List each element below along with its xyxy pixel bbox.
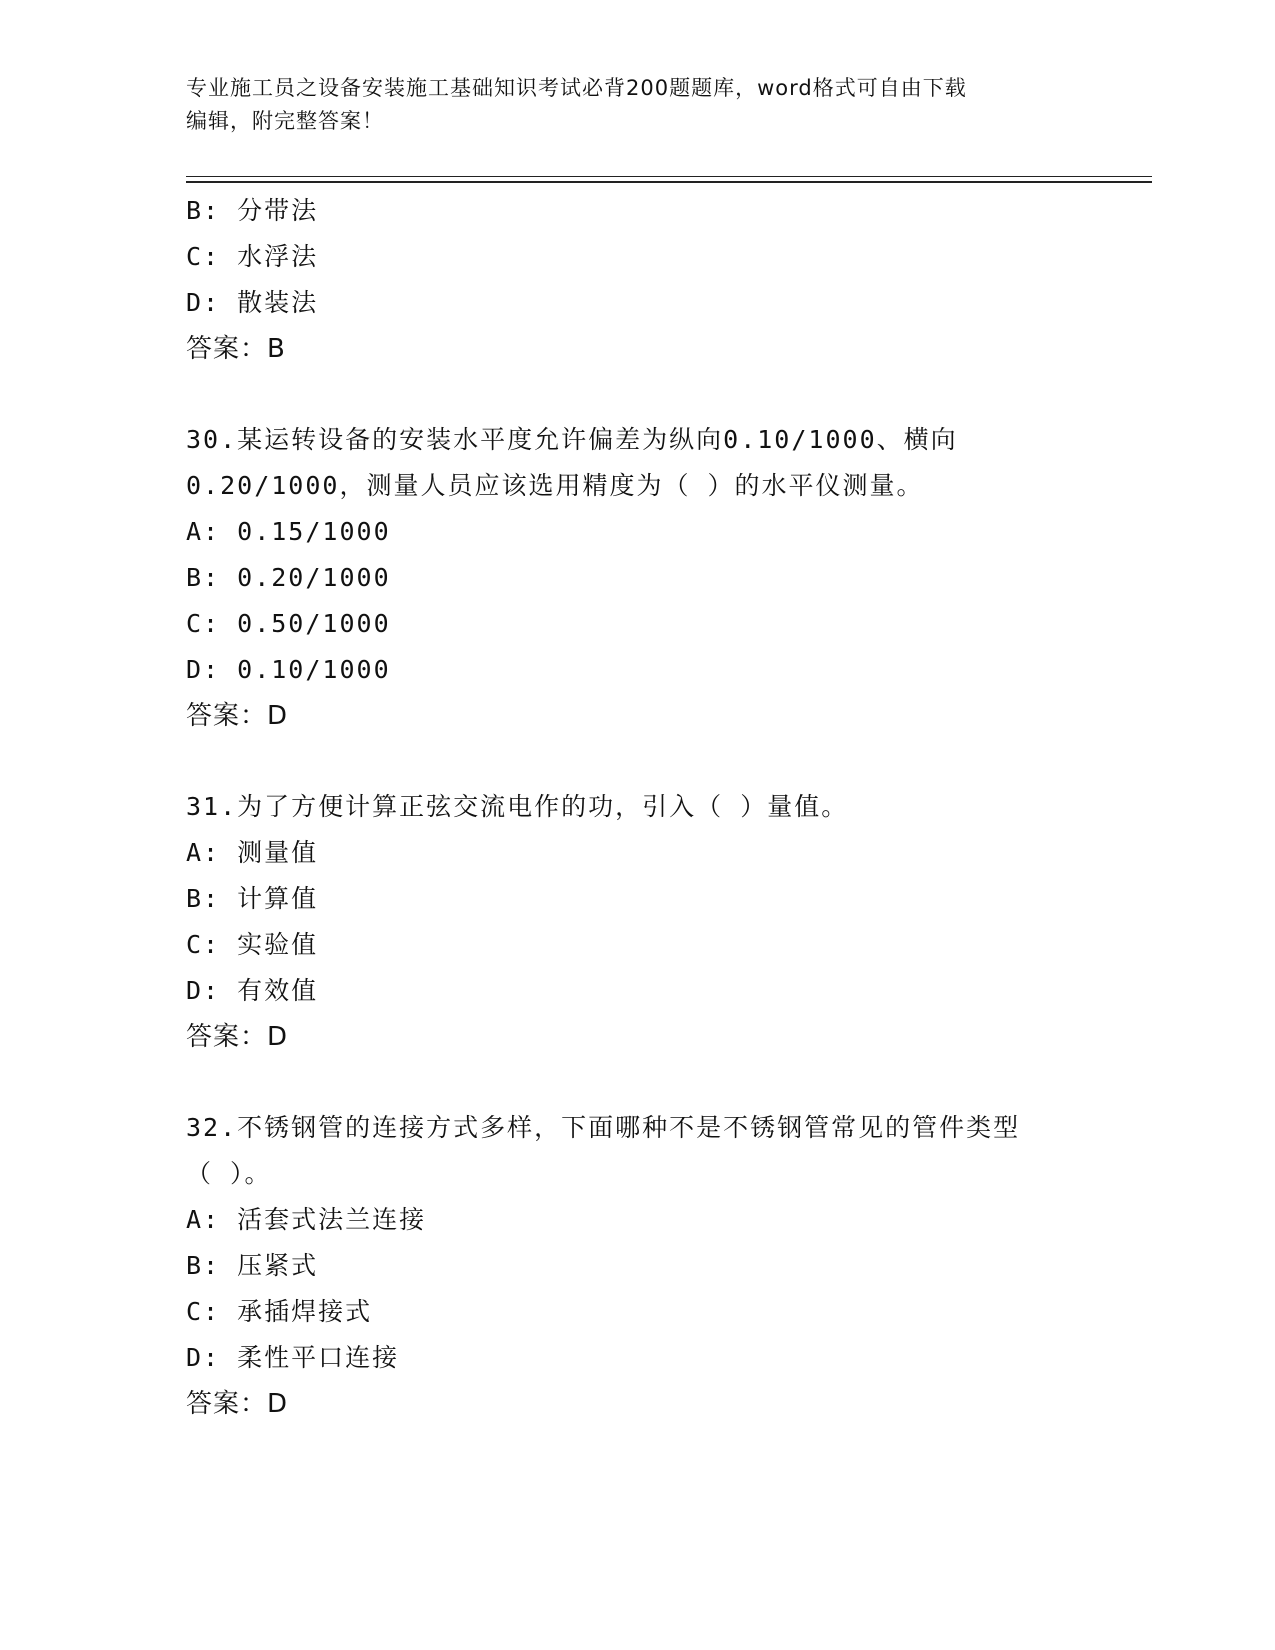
question-text: 31.为了方便计算正弦交流电作的功，引入（ ）量值。 [186, 792, 849, 821]
option-d: D: 散装法 [186, 288, 319, 317]
option-d: D: 有效值 [186, 976, 319, 1005]
question-32 [186, 1105, 1152, 1427]
question-30 [186, 417, 1152, 739]
option-b: B: 0.20/1000 [186, 563, 391, 592]
option-a: A: 活套式法兰连接 [186, 1205, 427, 1234]
question-text-cont: （ ）。 [186, 1159, 272, 1188]
question-31 [186, 784, 1152, 1060]
option-b: B: 计算值 [186, 884, 319, 913]
answer-line: 答案：B [186, 334, 286, 364]
question-text-cont: 0.20/1000，测量人员应该选用精度为（ ）的水平仪测量。 [186, 471, 924, 500]
option-d: D: 0.10/1000 [186, 655, 391, 684]
option-c: C: 实验值 [186, 930, 319, 959]
option-c: C: 0.50/1000 [186, 609, 391, 638]
question-text: 32.不锈钢管的连接方式多样，下面哪种不是不锈钢管常见的管件类型 [186, 1113, 1021, 1142]
header-line-2: 编辑，附完整答案！ [186, 109, 384, 133]
option-a: A: 测量值 [186, 838, 319, 867]
header-divider-thick [186, 181, 1152, 183]
question-text: 30.某运转设备的安装水平度允许偏差为纵向0.10/1000、横向 [186, 425, 958, 454]
option-b: B: 压紧式 [186, 1251, 319, 1280]
header-line-1: 专业施工员之设备安装施工基础知识考试必背200题题库，word格式可自由下载 [186, 76, 967, 100]
answer-line: 答案：D [186, 1389, 289, 1419]
option-b: B: 分带法 [186, 196, 319, 225]
question-29-remainder [186, 188, 1152, 372]
answer-line: 答案：D [186, 1022, 289, 1052]
option-d: D: 柔性平口连接 [186, 1343, 400, 1372]
header-divider-thin [186, 176, 1152, 177]
question-list [186, 188, 1152, 1427]
option-a: A: 0.15/1000 [186, 517, 391, 546]
answer-line: 答案：D [186, 701, 289, 731]
option-c: C: 承插焊接式 [186, 1297, 373, 1326]
option-c: C: 水浮法 [186, 242, 319, 271]
document-header [186, 72, 1066, 138]
